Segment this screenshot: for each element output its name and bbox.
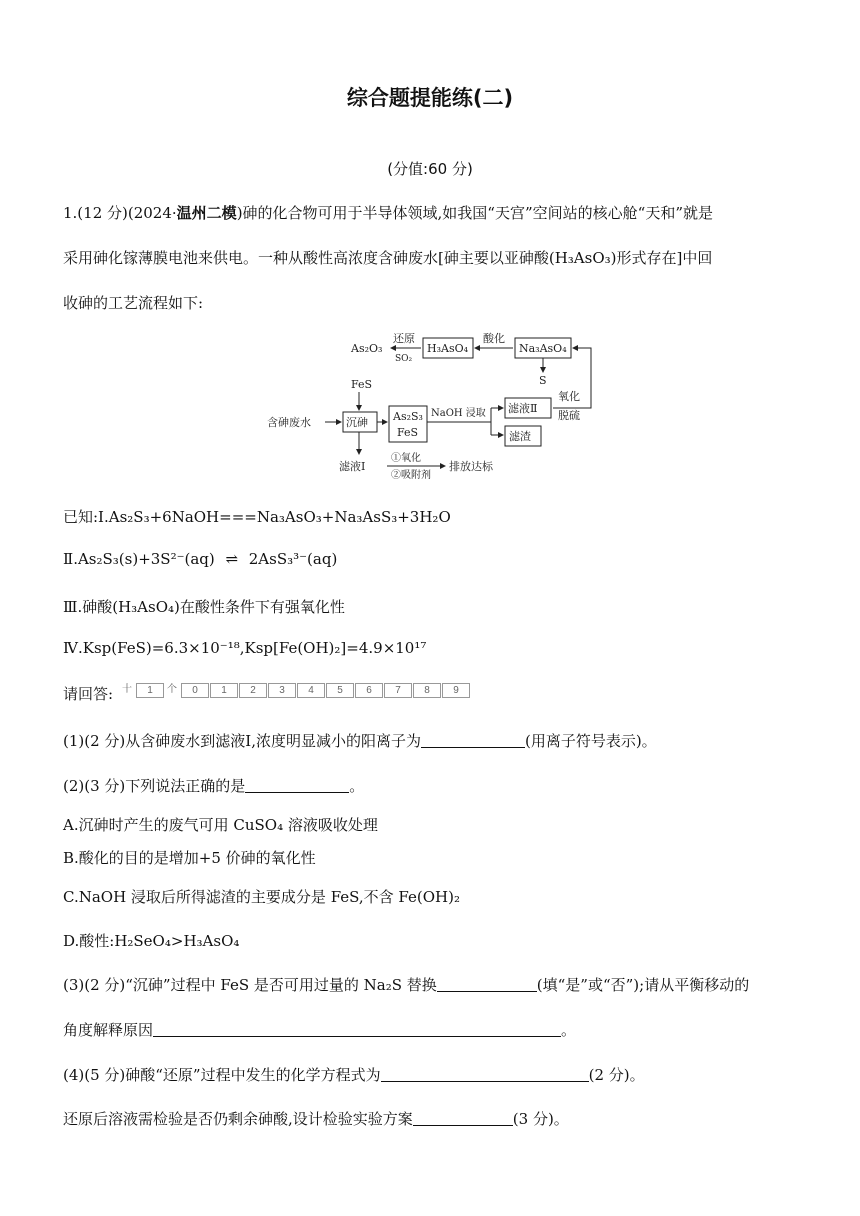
sub-question-3-reason — [63, 1019, 576, 1040]
sub2-end: 。 — [349, 777, 365, 795]
so2-label: SO₂ — [395, 354, 413, 364]
filtrate2-label: 滤液Ⅱ — [508, 402, 538, 415]
q1-line3: 收砷的工艺流程如下: — [63, 294, 204, 312]
tally-cell: 3 — [268, 683, 296, 698]
q1-line1-b: )砷的化合物可用于半导体领域,如我国“天宫”空间站的核心舱“天和”就是 — [236, 204, 713, 222]
tally-cell: 8 — [413, 683, 441, 698]
discharge-label: 排放达标 — [449, 460, 493, 473]
fes-solid-label: FeS — [397, 426, 419, 439]
tally-cell: 9 — [442, 683, 470, 698]
sub1-answer-blank[interactable] — [421, 733, 525, 748]
q1-line2: 采用砷化镓薄膜电池来供电。一种从酸性高浓度含砷废水[砷主要以亚砷酸(H₃AsO₃)形式存在]中回 — [63, 249, 713, 267]
q1-line1 — [63, 202, 713, 223]
sub3-answer-blank[interactable] — [437, 977, 537, 992]
h3aso4-label: H₃AsO₄ — [427, 342, 469, 355]
option-b: B.酸化的目的是增加+5 价砷的氧化性 — [63, 849, 316, 867]
q1-source: 温州二模 — [176, 204, 237, 222]
tally-cell: 7 — [384, 683, 412, 698]
sub2-text: (2)(3 分)下列说法正确的是 — [63, 777, 246, 795]
process-flow-diagram — [263, 330, 603, 480]
oxidize-label: 氧化 — [558, 390, 580, 403]
tally-cell: 1 — [136, 683, 164, 698]
sub4-points: (2 分)。 — [588, 1066, 645, 1084]
fes-input-label: FeS — [351, 378, 373, 391]
sub4-test-points: (3 分)。 — [512, 1110, 569, 1128]
sub-question-3 — [63, 974, 749, 995]
tally-cell: 2 — [239, 683, 267, 698]
known-4: Ⅳ.Ksp(FeS)=6.3×10⁻¹⁸,Ksp[Fe(OH)₂]=4.9×10¹⁷ — [63, 639, 427, 657]
sub3-reason-text: 角度解释原因 — [63, 1021, 154, 1039]
as2o3-label: As₂O₃ — [351, 342, 383, 355]
s-label: S — [539, 374, 547, 387]
step2-label: ②吸附剂 — [391, 470, 431, 480]
sub1-text: (1)(2 分)从含砷废水到滤液Ⅰ,浓度明显减小的阳离子为 — [63, 732, 421, 750]
sub3-end: 。 — [561, 1021, 577, 1039]
known-1: 已知:Ⅰ.As₂S₃+6NaOH===Na₃AsO₃+Na₃AsS₃+3H₂O — [63, 508, 451, 526]
q1-line1-a: 1.(12 分)(2024· — [63, 204, 177, 222]
tally-cell: 6 — [355, 683, 383, 698]
digit-tally-strip — [120, 683, 471, 698]
sub4-test-blank[interactable] — [413, 1111, 513, 1126]
sub3-hint: (填“是”或“否”);请从平衡移动的 — [536, 976, 750, 994]
tally-cell: 4 — [297, 683, 325, 698]
naoh-label: NaOH 浸取 — [431, 408, 486, 419]
page-title: 综合题提能练(二) — [346, 86, 514, 110]
tally-cell: 十 — [122, 684, 132, 695]
precip-label: 沉砷 — [346, 416, 368, 429]
known-2-right: 2AsS₃³⁻(aq) — [248, 550, 338, 568]
sub1-note: (用离子符号表示)。 — [524, 732, 657, 750]
desulfur-label: 脱硫 — [558, 409, 580, 422]
sub-question-2 — [63, 775, 364, 796]
filtrate1-label: 滤液Ⅰ — [339, 460, 366, 473]
na3aso4-label: Na₃AsO₄ — [519, 342, 567, 355]
residue-label: 滤渣 — [509, 430, 531, 443]
option-a: A.沉砷时产生的废气可用 CuSO₄ 溶液吸收处理 — [63, 816, 378, 834]
acidify-label: 酸化 — [483, 332, 505, 345]
as2s3-label: As₂S₃ — [393, 410, 423, 423]
tally-cell: 0 — [181, 683, 209, 698]
wastewater-label: 含砷废水 — [267, 416, 311, 429]
sub3-text: (3)(2 分)“沉砷”过程中 FeS 是否可用过量的 Na₂S 替换 — [63, 976, 437, 994]
tally-cell: 1 — [210, 683, 238, 698]
known-2-left: Ⅱ.As₂S₃(s)+3S²⁻(aq) — [63, 550, 215, 568]
sub4-test-text: 还原后溶液需检验是否仍剩余砷酸,设计检验实验方案 — [63, 1110, 413, 1128]
sub4-equation-blank[interactable] — [381, 1067, 589, 1082]
equilibrium-arrow-icon: ⇌ — [225, 550, 239, 568]
sub-question-4-test — [63, 1108, 569, 1129]
sub3-reason-blank[interactable] — [153, 1022, 561, 1037]
tally-cell: 个 — [167, 684, 177, 695]
sub4-text: (4)(5 分)砷酸“还原”过程中发生的化学方程式为 — [63, 1066, 381, 1084]
tally-cell: 5 — [326, 683, 354, 698]
sub-question-4 — [63, 1064, 645, 1085]
answer-prompt: 请回答: — [63, 685, 114, 703]
step1-label: ①氧化 — [391, 453, 421, 464]
score-note: (分值:60 分) — [387, 160, 473, 178]
known-2 — [63, 550, 337, 568]
option-c: C.NaOH 浸取后所得滤渣的主要成分是 FeS,不含 Fe(OH)₂ — [63, 888, 460, 906]
sub2-answer-blank[interactable] — [245, 778, 349, 793]
known-3: Ⅲ.砷酸(H₃AsO₄)在酸性条件下有强氧化性 — [63, 598, 345, 616]
reduce-label: 还原 — [393, 332, 415, 345]
sub-question-1 — [63, 730, 657, 751]
option-d: D.酸性:H₂SeO₄>H₃AsO₄ — [63, 932, 240, 950]
